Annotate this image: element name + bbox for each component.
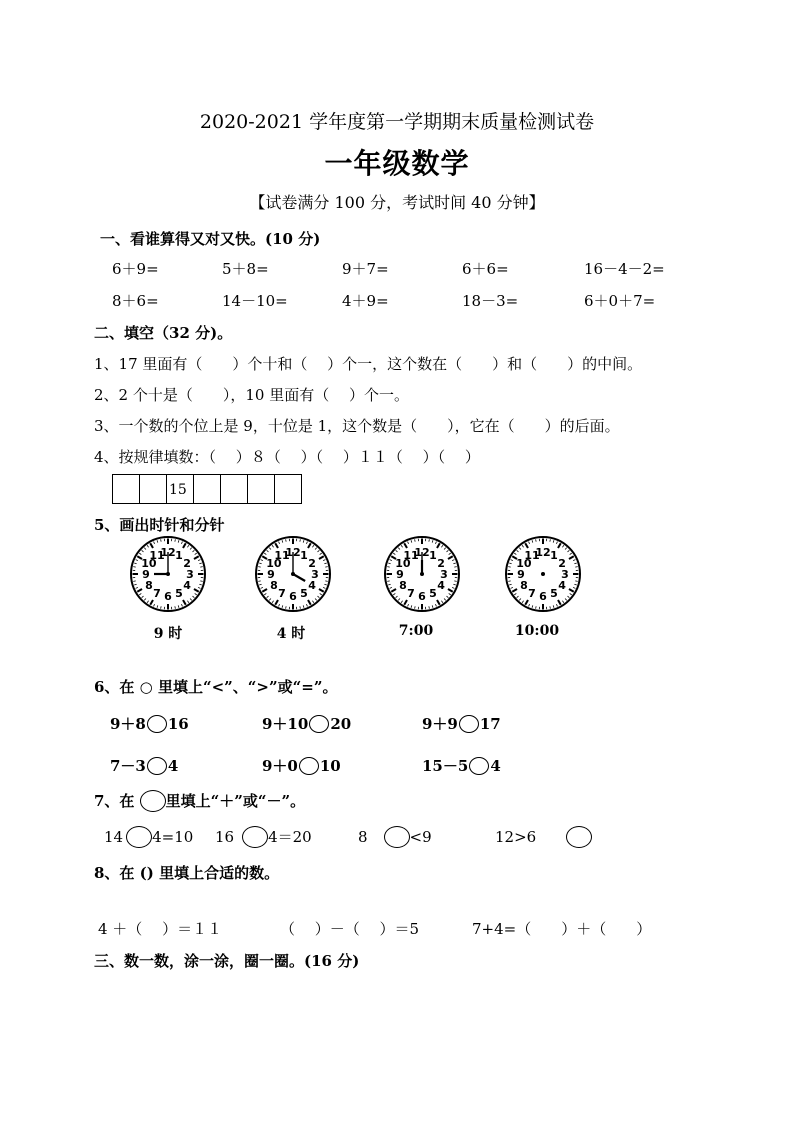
clock-tick (415, 606, 416, 608)
operator-1 (104, 826, 193, 848)
compare-right: 17 (479, 715, 501, 733)
clock-tick (429, 539, 430, 541)
compare-right: 16 (167, 715, 189, 733)
clock-tick (200, 581, 202, 582)
clock-numeral: 4 (308, 579, 316, 592)
clock-numeral: 2 (558, 557, 566, 570)
clock-numeral: 11 (149, 548, 165, 562)
clock-numeral: 5 (429, 587, 437, 601)
answer-circle[interactable] (469, 757, 489, 775)
clock-tick (536, 606, 537, 608)
clock-numeral: 1 (429, 548, 437, 562)
operator-3 (358, 826, 432, 848)
clock-numeral: 1 (175, 548, 183, 562)
clock-numeral: 10 (141, 557, 157, 570)
clock-label-4: 10:00 (514, 623, 560, 639)
clock-center (541, 572, 545, 576)
clock-numeral: 10 (395, 557, 411, 570)
clock-numeral: 11 (274, 548, 290, 562)
number-box[interactable] (247, 474, 275, 504)
operand: 4＝20 (268, 828, 312, 846)
clock-numeral: 5 (300, 587, 308, 601)
fill-1: 4 ＋（ ）＝１１ (98, 920, 223, 938)
clock-numeral: 4 (558, 579, 566, 592)
clock-numeral: 8 (270, 579, 278, 592)
clock-tick (161, 606, 162, 608)
fill-2: （ ）－（ ）＝5 (280, 920, 420, 938)
calc-1-3: 9＋7= (342, 260, 389, 278)
question-8: 8、在 () 里填上合适的数。 (94, 864, 280, 882)
clock-numeral: 7 (278, 587, 286, 601)
clock-numeral: 6 (539, 590, 547, 603)
clock-label-1: 9 时 (153, 626, 183, 642)
clock-numeral: 8 (399, 579, 407, 592)
answer-circle[interactable] (147, 715, 167, 733)
clock-tick (575, 567, 577, 568)
compare-1 (110, 713, 189, 734)
clock-tick (454, 581, 456, 582)
compare-left: 9＋9 (422, 715, 458, 733)
compare-right: 10 (319, 757, 341, 775)
operand: 12>6 (495, 828, 537, 846)
exam-note: 【试卷满分 100 分，考试时间 40 分钟】 (249, 193, 545, 212)
clock-tick (258, 567, 260, 568)
operand: <9 (409, 828, 432, 846)
compare-left: 9＋0 (262, 757, 298, 775)
clock-numeral: 12 (414, 546, 430, 559)
fill-3: 7+4=（ ）＋（ ） (472, 920, 652, 938)
clock-tick (387, 567, 389, 568)
clock-numeral: 12 (285, 546, 301, 559)
clock-tick (133, 567, 135, 568)
operator-circle[interactable] (126, 826, 152, 848)
clock-tick (550, 606, 551, 608)
clock-numeral: 5 (550, 587, 558, 601)
clock-tick (550, 539, 551, 541)
clock-numeral: 1 (300, 548, 308, 562)
compare-4 (110, 755, 178, 776)
answer-circle[interactable] (147, 757, 167, 775)
compare-5 (262, 755, 341, 776)
compare-left: 9＋8 (110, 715, 146, 733)
calc-1-5: 16－4－2= (584, 260, 665, 278)
number-box[interactable] (112, 474, 140, 504)
clock-tick (286, 606, 287, 608)
clock-tick (300, 606, 301, 608)
clock-numeral: 4 (183, 579, 191, 592)
clock-numeral: 8 (520, 579, 528, 592)
compare-3 (422, 713, 501, 734)
clock-label-2: 4 时 (276, 626, 306, 642)
clock-numeral: 2 (308, 557, 316, 570)
clock-tick (175, 606, 176, 608)
clock-tick (258, 581, 260, 582)
clock-numeral: 10 (266, 557, 282, 570)
question-4: 4、按规律填数：（ ）８（ ）（ ）１１（ ）（ ） (94, 448, 480, 466)
clock-tick (133, 581, 135, 582)
subject-title: 一年级数学 (324, 147, 470, 180)
number-boxes (113, 474, 302, 504)
clock-tick (300, 539, 301, 541)
operator-circle (140, 790, 166, 812)
calc-2-1: 8＋6= (112, 292, 159, 310)
clock-numeral: 12 (160, 546, 176, 559)
clock-numeral: 3 (561, 568, 569, 581)
compare-right: 20 (330, 715, 352, 733)
clock-tick (415, 539, 416, 541)
clock-numeral: 7 (528, 587, 536, 601)
calc-2-4: 18－3= (462, 292, 519, 310)
question-7 (94, 790, 305, 812)
operand: 4=10 (152, 828, 194, 846)
clock-numeral: 8 (145, 579, 153, 592)
clock-numeral: 9 (267, 568, 275, 581)
number-box[interactable] (193, 474, 221, 504)
compare-6 (422, 755, 501, 776)
operator-4 (495, 826, 592, 848)
clock-numeral: 6 (289, 590, 297, 603)
clock-tick (536, 539, 537, 541)
question-3: 3、一个数的个位上是 9，十位是 1，这个数是（ ），它在（ ）的后面。 (94, 417, 620, 435)
calc-2-5: 6＋0＋7= (584, 292, 656, 310)
clock-numeral: 9 (517, 568, 525, 581)
clock-numeral: 7 (153, 587, 161, 601)
answer-circle[interactable] (309, 715, 329, 733)
clock-tick (200, 567, 202, 568)
compare-left: 15－5 (422, 757, 469, 775)
clock-tick (161, 539, 162, 541)
clock-numeral: 11 (403, 548, 419, 562)
number-box[interactable] (139, 474, 167, 504)
clock-numeral: 9 (142, 568, 150, 581)
section-2-heading: 二、填空（32 分)。 (94, 324, 233, 342)
number-box[interactable]: 15 (166, 474, 194, 504)
clock-tick (454, 567, 456, 568)
clock-numeral: 5 (175, 587, 183, 601)
operator-circle[interactable] (566, 826, 592, 848)
compare-2 (262, 713, 351, 734)
question-5: 5、画出时针和分针 (94, 516, 225, 534)
question-7-suffix: 里填上“＋”或“－”。 (165, 792, 306, 810)
compare-right: 4 (167, 757, 179, 775)
question-1: 1、17 里面有（ ）个十和（ ）个一，这个数在（ ）和（ ）的中间。 (94, 355, 643, 373)
compare-left: 7－3 (110, 757, 146, 775)
clock-tick (175, 539, 176, 541)
compare-left: 9＋10 (262, 715, 309, 733)
clock-numeral: 12 (535, 546, 551, 559)
compare-right: 4 (490, 757, 501, 775)
clock-tick (325, 581, 327, 582)
clock-numeral: 2 (437, 557, 445, 570)
clock-faces (125, 533, 605, 615)
calc-2-2: 14－10= (222, 292, 288, 310)
answer-circle[interactable] (299, 757, 319, 775)
exam-title: 2020-2021 学年度第一学期期末质量检测试卷 (199, 111, 595, 133)
clock-numeral: 11 (524, 548, 540, 562)
clock-tick (325, 567, 327, 568)
clock-numeral: 10 (516, 557, 532, 570)
operand: 8 (358, 828, 368, 846)
clock-numeral: 7 (407, 587, 415, 601)
clock-numeral: 6 (418, 590, 426, 603)
clock-tick (286, 539, 287, 541)
section-3-heading: 三、数一数，涂一涂，圈一圈。(16 分) (94, 952, 360, 970)
number-box[interactable] (220, 474, 248, 504)
calc-1-4: 6＋6= (462, 260, 509, 278)
clock-label-3: 7:00 (398, 623, 434, 639)
operand: 14 (104, 828, 124, 846)
clock-numeral: 3 (440, 568, 448, 581)
clock-numeral: 1 (550, 548, 558, 562)
operator-circle[interactable] (242, 826, 268, 848)
clock-tick (575, 581, 577, 582)
clock-tick (429, 606, 430, 608)
clock-numeral: 3 (311, 568, 319, 581)
clock-numeral: 4 (437, 579, 445, 592)
question-6: 6、在 ○ 里填上“<”、“>”或“=”。 (94, 678, 338, 696)
clock-numeral: 2 (183, 557, 191, 570)
clock-numeral: 6 (164, 590, 172, 603)
operator-2 (215, 826, 312, 848)
operator-circle[interactable] (384, 826, 410, 848)
operand: 16 (215, 828, 235, 846)
calc-1-2: 5＋8= (222, 260, 269, 278)
question-2: 2、2 个十是（ ），10 里面有（ ）个一。 (94, 386, 409, 404)
clock-tick (508, 581, 510, 582)
section-1-heading: 一、看谁算得又对又快。(10 分) (100, 230, 321, 248)
clock-numeral: 9 (396, 568, 404, 581)
clock-numeral: 3 (186, 568, 194, 581)
question-7-prefix: 7、在 (94, 792, 135, 810)
number-box[interactable] (274, 474, 302, 504)
clock-tick (387, 581, 389, 582)
answer-circle[interactable] (459, 715, 479, 733)
calc-1-1: 6＋9= (112, 260, 159, 278)
calc-2-3: 4＋9= (342, 292, 389, 310)
clock-tick (508, 567, 510, 568)
